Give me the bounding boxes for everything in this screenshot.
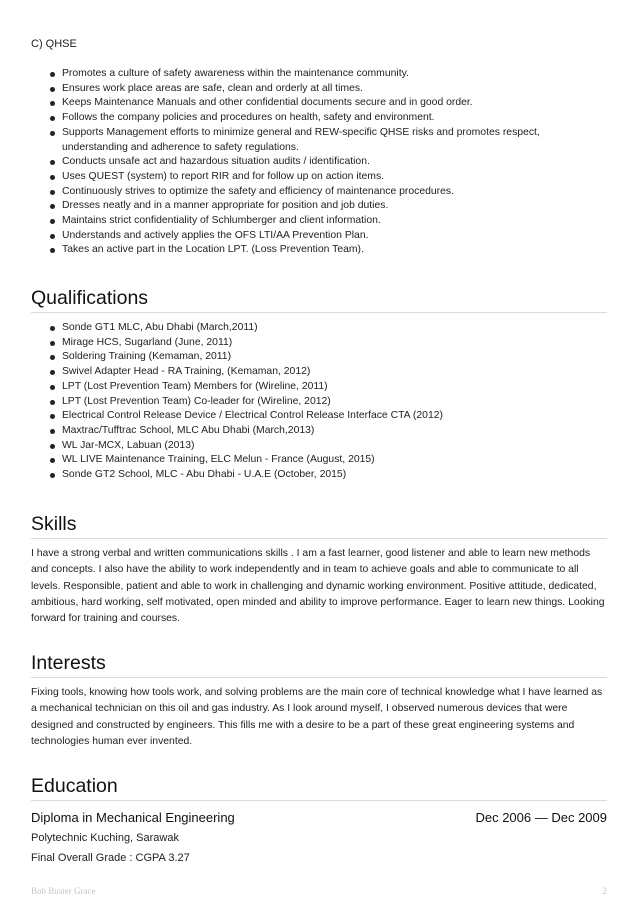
- qhse-bullet-item: Ensures work place areas are safe, clean and orderly at all times.: [50, 82, 605, 97]
- qhse-bullet-item: Understands and actively applies the OFS LTI/AA Prevention Plan.: [50, 229, 605, 244]
- skills-heading: Skills: [31, 512, 607, 539]
- qualification-item: Swivel Adapter Head - RA Training, (Kemaman, 2012): [50, 365, 605, 380]
- qhse-bullet-item: Keeps Maintenance Manuals and other confidential documents secure and in good order.: [50, 96, 605, 111]
- degree-title: Diploma in Mechanical Engineering: [31, 810, 235, 825]
- footer-page-number: 2: [602, 886, 607, 896]
- qhse-bullet-item: Conducts unsafe act and hazardous situation audits / identification.: [50, 155, 605, 170]
- qualification-item: Soldering Training (Kemaman, 2011): [50, 350, 605, 365]
- qhse-bullet-item: Dresses neatly and in a manner appropriate for position and job duties.: [50, 199, 605, 214]
- qualification-item: LPT (Lost Prevention Team) Members for (Wireline, 2011): [50, 380, 605, 395]
- skills-text: I have a strong verbal and written communications skills . I am a fast learner, good listener and able to learn new methods and concepts. I also have the ability to work independently and in team to achieve goals and able to communicate to all levels. Responsible, patient and able to work in challenging and dynamic working environment. Positive attitude, dedicated, ambitious, hard working, self motivated, open minded and ability to improve performance. Eager to learn new things. Looking forward for training and courses.: [31, 548, 605, 625]
- qhse-heading: C) QHSE: [31, 38, 77, 50]
- qualifications-list: [50, 321, 605, 483]
- interests-heading: Interests: [31, 651, 607, 678]
- qhse-bullet-item: Takes an active part in the Location LPT. (Loss Prevention Team).: [50, 243, 605, 258]
- qualification-item: Sonde GT1 MLC, Abu Dhabi (March,2011): [50, 321, 605, 336]
- qualification-item: Mirage HCS, Sugarland (June, 2011): [50, 336, 605, 351]
- qhse-bullet-item: Promotes a culture of safety awareness within the maintenance community.: [50, 67, 605, 82]
- qhse-bullet-item: Uses QUEST (system) to report RIR and for follow up on action items.: [50, 170, 605, 185]
- interests-text: Fixing tools, knowing how tools work, and solving problems are the main core of technical knowledge what I have learned as a mechanical technician on this oil and gas industry. As I look around myself, I observed numerous devices that were designed and constructed by engineers. This fills me with a desire to be a part of these great engineering systems and technologies human ever invented.: [31, 687, 603, 747]
- qualification-item: LPT (Lost Prevention Team) Co-leader for (Wireline, 2012): [50, 395, 605, 410]
- degree-dates: Dec 2006 — Dec 2009: [475, 810, 607, 825]
- qhse-bullet-item: Supports Management efforts to minimize general and REW-specific QHSE risks and promotes respect, understanding and adherence to safety regulations.: [50, 126, 605, 155]
- qualification-item: Electrical Control Release Device / Electrical Control Release Interface CTA (2012): [50, 409, 605, 424]
- qhse-bullet-item: Continuously strives to optimize the safety and efficiency of maintenance procedures.: [50, 185, 605, 200]
- school-name: Polytechnic Kuching, Sarawak: [31, 832, 179, 844]
- qualification-item: WL LIVE Maintenance Training, ELC Melun - France (August, 2015): [50, 453, 605, 468]
- qualification-item: Maxtrac/Tufftrac School, MLC Abu Dhabi (March,2013): [50, 424, 605, 439]
- qhse-bullet-item: Maintains strict confidentiality of Schlumberger and client information.: [50, 214, 605, 229]
- education-heading: Education: [31, 774, 607, 801]
- qualification-item: WL Jar-MCX, Labuan (2013): [50, 439, 605, 454]
- footer-name: Bob Buster Grace: [31, 886, 96, 896]
- qhse-list: [50, 67, 605, 258]
- final-grade: Final Overall Grade : CGPA 3.27: [31, 852, 190, 864]
- qualifications-heading: Qualifications: [31, 286, 607, 313]
- qualification-item: Sonde GT2 School, MLC - Abu Dhabi - U.A.E (October, 2015): [50, 468, 605, 483]
- qhse-bullet-item: Follows the company policies and procedures on health, safety and environment.: [50, 111, 605, 126]
